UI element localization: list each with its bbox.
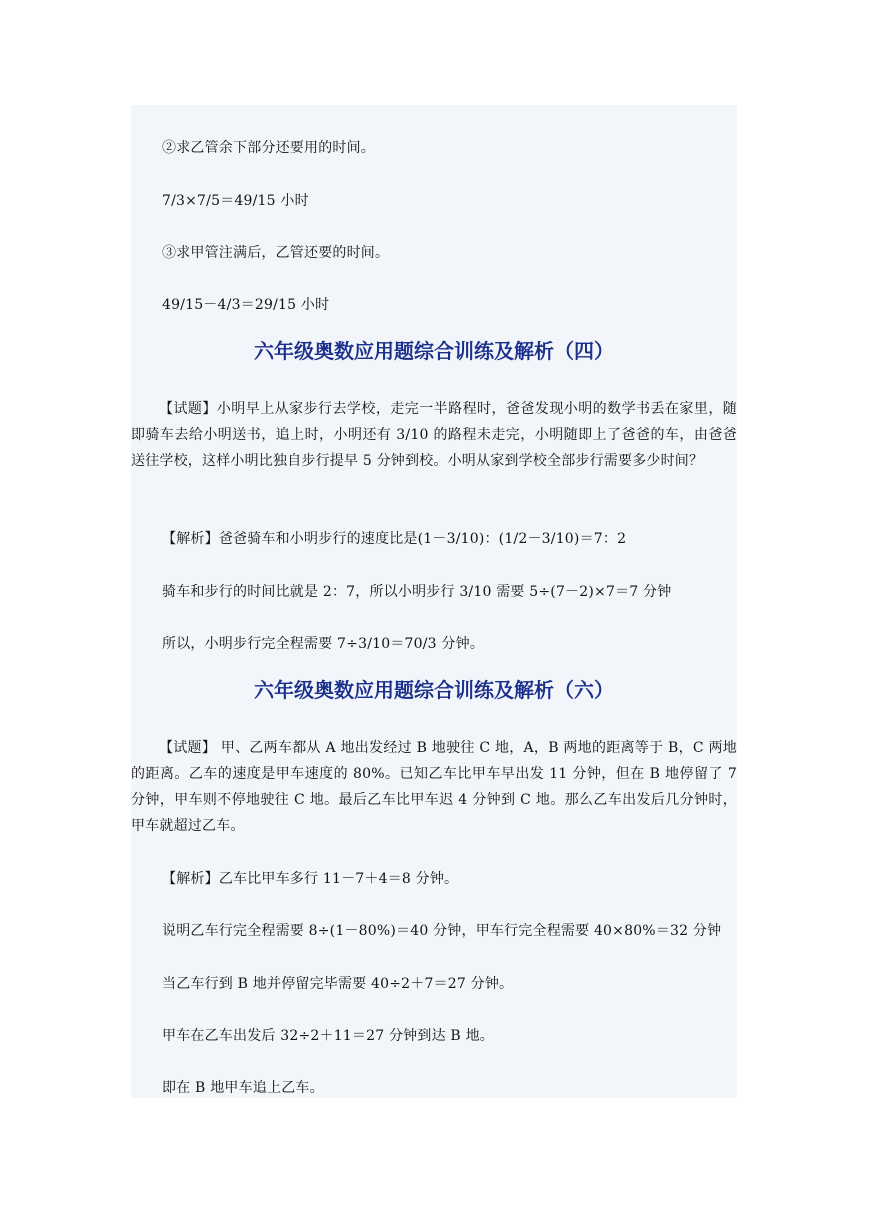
- step2-calc: 7/3×7/5＝49/15 小时: [162, 193, 309, 209]
- section4-solution-tag: 【解析】: [162, 531, 219, 547]
- section6-solution-line3: 当乙车行到 B 地并停留完毕需要 40÷2＋7＝27 分钟。: [162, 976, 514, 992]
- section6-solution-line2: 说明乙车行完全程需要 8÷(1－80%)＝40 分钟，甲车行完全程需要 40×80%＝32 分钟: [162, 923, 722, 939]
- step3-calc: 49/15－4/3＝29/15 小时: [162, 297, 330, 313]
- section4-problem-text: 小明早上从家步行去学校，走完一半路程时，爸爸发现小明的数学书丢在家里，随即骑车去给小明送书，追上时，小明还有 3/10 的路程未走完，小明随即上了爸爸的车，由爸爸送往学校，这样小明比独自步行提早 5 分钟到校。小明从家到学校全部步行需要多少时间？: [131, 401, 737, 469]
- section6-solution-line5: 即在 B 地甲车追上乙车。: [162, 1080, 324, 1096]
- section4-problem-tag: 【试题】: [159, 401, 217, 417]
- section6-title: 六年级奥数应用题综合训练及解析（六）: [254, 678, 614, 702]
- section6-solution-line1: 【解析】乙车比甲车多行 11－7＋4＝8 分钟。: [162, 871, 459, 887]
- section4-solution-line3: 所以，小明步行完全程需要 7÷3/10＝70/3 分钟。: [162, 636, 485, 652]
- section4-solution-line1: 【解析】爸爸骑车和小明步行的速度比是(1－3/10)：(1/2－3/10)＝7：2: [162, 531, 627, 547]
- section6-solution-line4: 甲车在乙车出发后 32÷2＋11＝27 分钟到达 B 地。: [162, 1028, 494, 1044]
- section6-problem: [131, 735, 737, 839]
- section6-solution-tag: 【解析】: [162, 871, 219, 887]
- section4-title: 六年级奥数应用题综合训练及解析（四）: [254, 339, 614, 363]
- section4-solution-line2: 骑车和步行的时间比就是 2：7，所以小明步行 3/10 需要 5÷(7－2)×7＝7 分钟: [162, 584, 672, 600]
- section6-problem-tag: 【试题】: [159, 740, 217, 756]
- step3-label: ③求甲管注满后，乙管还要的时间。: [162, 245, 390, 261]
- step2-label: ②求乙管余下部分还要用的时间。: [162, 140, 375, 156]
- section6-problem-text: 甲、乙两车都从 A 地出发经过 B 地驶往 C 地，A，B 两地的距离等于 B，C 两地的距离。乙车的速度是甲车速度的 80%。已知乙车比甲车早出发 11 分钟，但在 B 地停留了 7 分钟，甲车则不停地驶往 C 地。最后乙车比甲车迟 4 分钟到 C 地。那么乙车出发后几分钟时，甲车就超过乙车。: [131, 740, 737, 834]
- section4-problem: [131, 396, 737, 474]
